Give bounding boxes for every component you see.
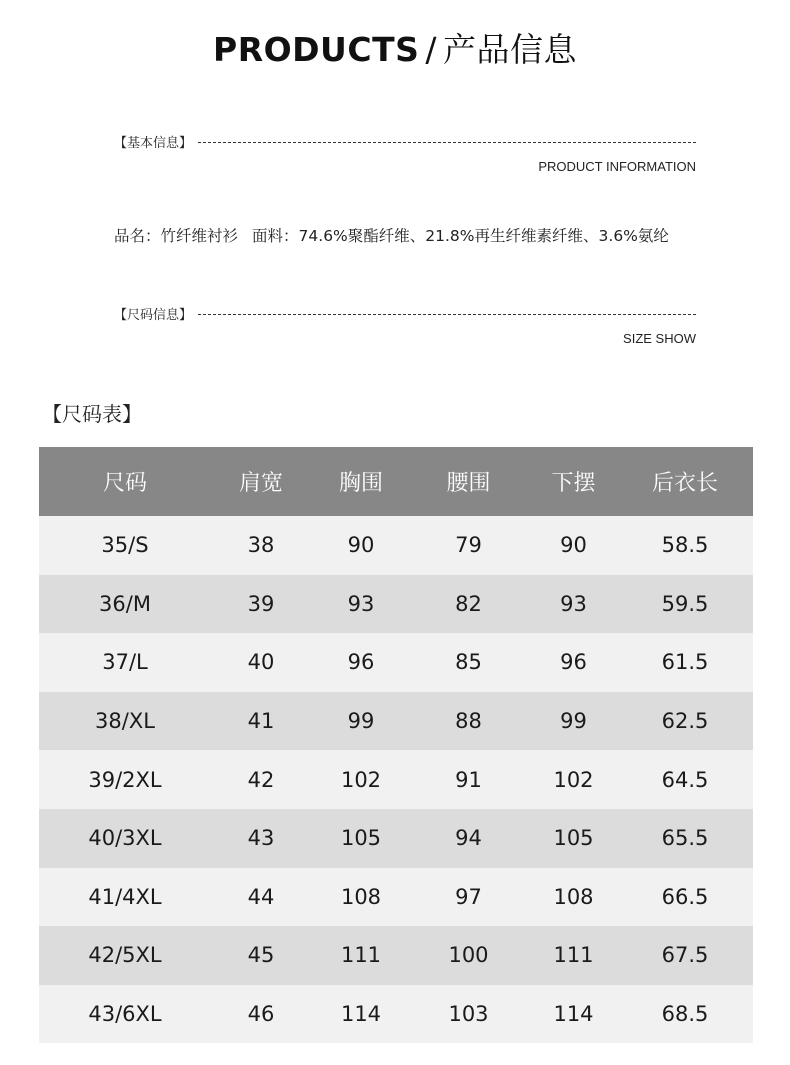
cell-chest: 90 [347, 533, 375, 558]
cell-shoulder: 44 [247, 884, 275, 909]
cell-chest: 99 [347, 709, 375, 734]
fabric-value: 74.6%聚酯纤维、21.8%再生纤维素纤维、3.6%氨纶 [298, 227, 669, 245]
title-cn: 产品信息 [442, 30, 577, 69]
basic-info-english: PRODUCT INFORMATION [538, 159, 696, 174]
header-cell-hem: 下摆 [551, 471, 596, 496]
cell-size: 36/M [99, 591, 151, 616]
size-table-heading: 【尺码表】 [42, 402, 142, 426]
size-table [39, 447, 753, 1043]
cell-hem: 105 [553, 826, 594, 851]
cell-waist: 79 [455, 533, 482, 558]
cell-chest: 108 [340, 884, 382, 909]
cell-shoulder: 42 [247, 767, 275, 792]
cell-hem: 102 [553, 767, 594, 792]
cell-shoulder: 38 [247, 533, 275, 558]
cell-hem: 111 [553, 943, 594, 968]
table-row [39, 750, 753, 809]
cell-waist: 97 [455, 884, 482, 909]
cell-shoulder: 40 [247, 650, 275, 675]
cell-chest: 102 [340, 767, 382, 792]
header-cell-length: 后衣长 [651, 471, 718, 496]
cell-shoulder: 41 [247, 709, 275, 734]
basic-info-line [114, 132, 696, 151]
cell-size: 39/2XL [88, 767, 162, 792]
cell-waist: 82 [455, 591, 482, 616]
cell-size: 43/6XL [88, 1002, 162, 1027]
cell-hem: 108 [553, 884, 594, 909]
size-info-section [114, 304, 696, 346]
cell-waist: 91 [455, 767, 482, 792]
header-cell-chest: 胸围 [338, 471, 383, 496]
table-row [39, 868, 753, 927]
cell-hem: 99 [560, 709, 587, 734]
name-label: 品名： [114, 227, 161, 245]
header-cell-size: 尺码 [102, 471, 147, 496]
table-row [39, 633, 753, 692]
cell-length: 58.5 [661, 533, 709, 558]
basic-info-section [114, 132, 696, 174]
cell-waist: 94 [455, 826, 482, 851]
cell-chest: 111 [340, 943, 382, 968]
cell-size: 38/XL [95, 709, 155, 734]
table-header-row [39, 447, 753, 516]
size-info-tag: 【尺码信息】 [114, 308, 193, 323]
cell-size: 42/5XL [88, 943, 162, 968]
cell-size: 41/4XL [88, 884, 162, 909]
cell-chest: 96 [347, 650, 375, 675]
cell-length: 65.5 [661, 826, 709, 851]
basic-info-tag: 【基本信息】 [114, 136, 193, 151]
size-info-english: SIZE SHOW [623, 331, 696, 346]
cell-length: 59.5 [661, 591, 709, 616]
cell-size: 35/S [101, 533, 149, 558]
name-value: 竹纤维衬衫 [160, 227, 239, 245]
cell-chest: 105 [340, 826, 382, 851]
cell-hem: 96 [560, 650, 587, 675]
table-row [39, 516, 753, 575]
table-row [39, 692, 753, 751]
cell-shoulder: 43 [247, 826, 275, 851]
table-row [39, 926, 753, 985]
cell-waist: 100 [448, 943, 489, 968]
cell-waist: 103 [448, 1002, 489, 1027]
cell-length: 64.5 [661, 767, 709, 792]
cell-length: 66.5 [661, 884, 709, 909]
cell-hem: 90 [560, 533, 587, 558]
cell-shoulder: 46 [247, 1002, 275, 1027]
cell-waist: 85 [455, 650, 482, 675]
cell-length: 62.5 [661, 709, 709, 734]
title-separator: / [425, 30, 437, 69]
table-row [39, 985, 753, 1044]
cell-shoulder: 39 [247, 591, 275, 616]
table-row [39, 575, 753, 634]
product-info-text [114, 224, 669, 246]
title-en: PRODUCTS [213, 30, 420, 69]
cell-chest: 114 [340, 1002, 382, 1027]
header-cell-waist: 腰围 [446, 471, 491, 496]
page-title [0, 24, 790, 71]
cell-size: 40/3XL [88, 826, 162, 851]
dashed-divider [198, 314, 696, 315]
cell-length: 61.5 [661, 650, 709, 675]
header-cell-shoulder: 肩宽 [238, 471, 283, 496]
cell-shoulder: 45 [247, 943, 275, 968]
size-info-line [114, 304, 696, 323]
cell-hem: 93 [560, 591, 587, 616]
table-row [39, 809, 753, 868]
cell-hem: 114 [553, 1002, 594, 1027]
cell-size: 37/L [102, 650, 148, 675]
cell-length: 68.5 [661, 1002, 709, 1027]
cell-waist: 88 [455, 709, 482, 734]
cell-length: 67.5 [661, 943, 709, 968]
cell-chest: 93 [347, 591, 375, 616]
fabric-label: 面料： [252, 227, 299, 245]
dashed-divider [198, 142, 696, 143]
